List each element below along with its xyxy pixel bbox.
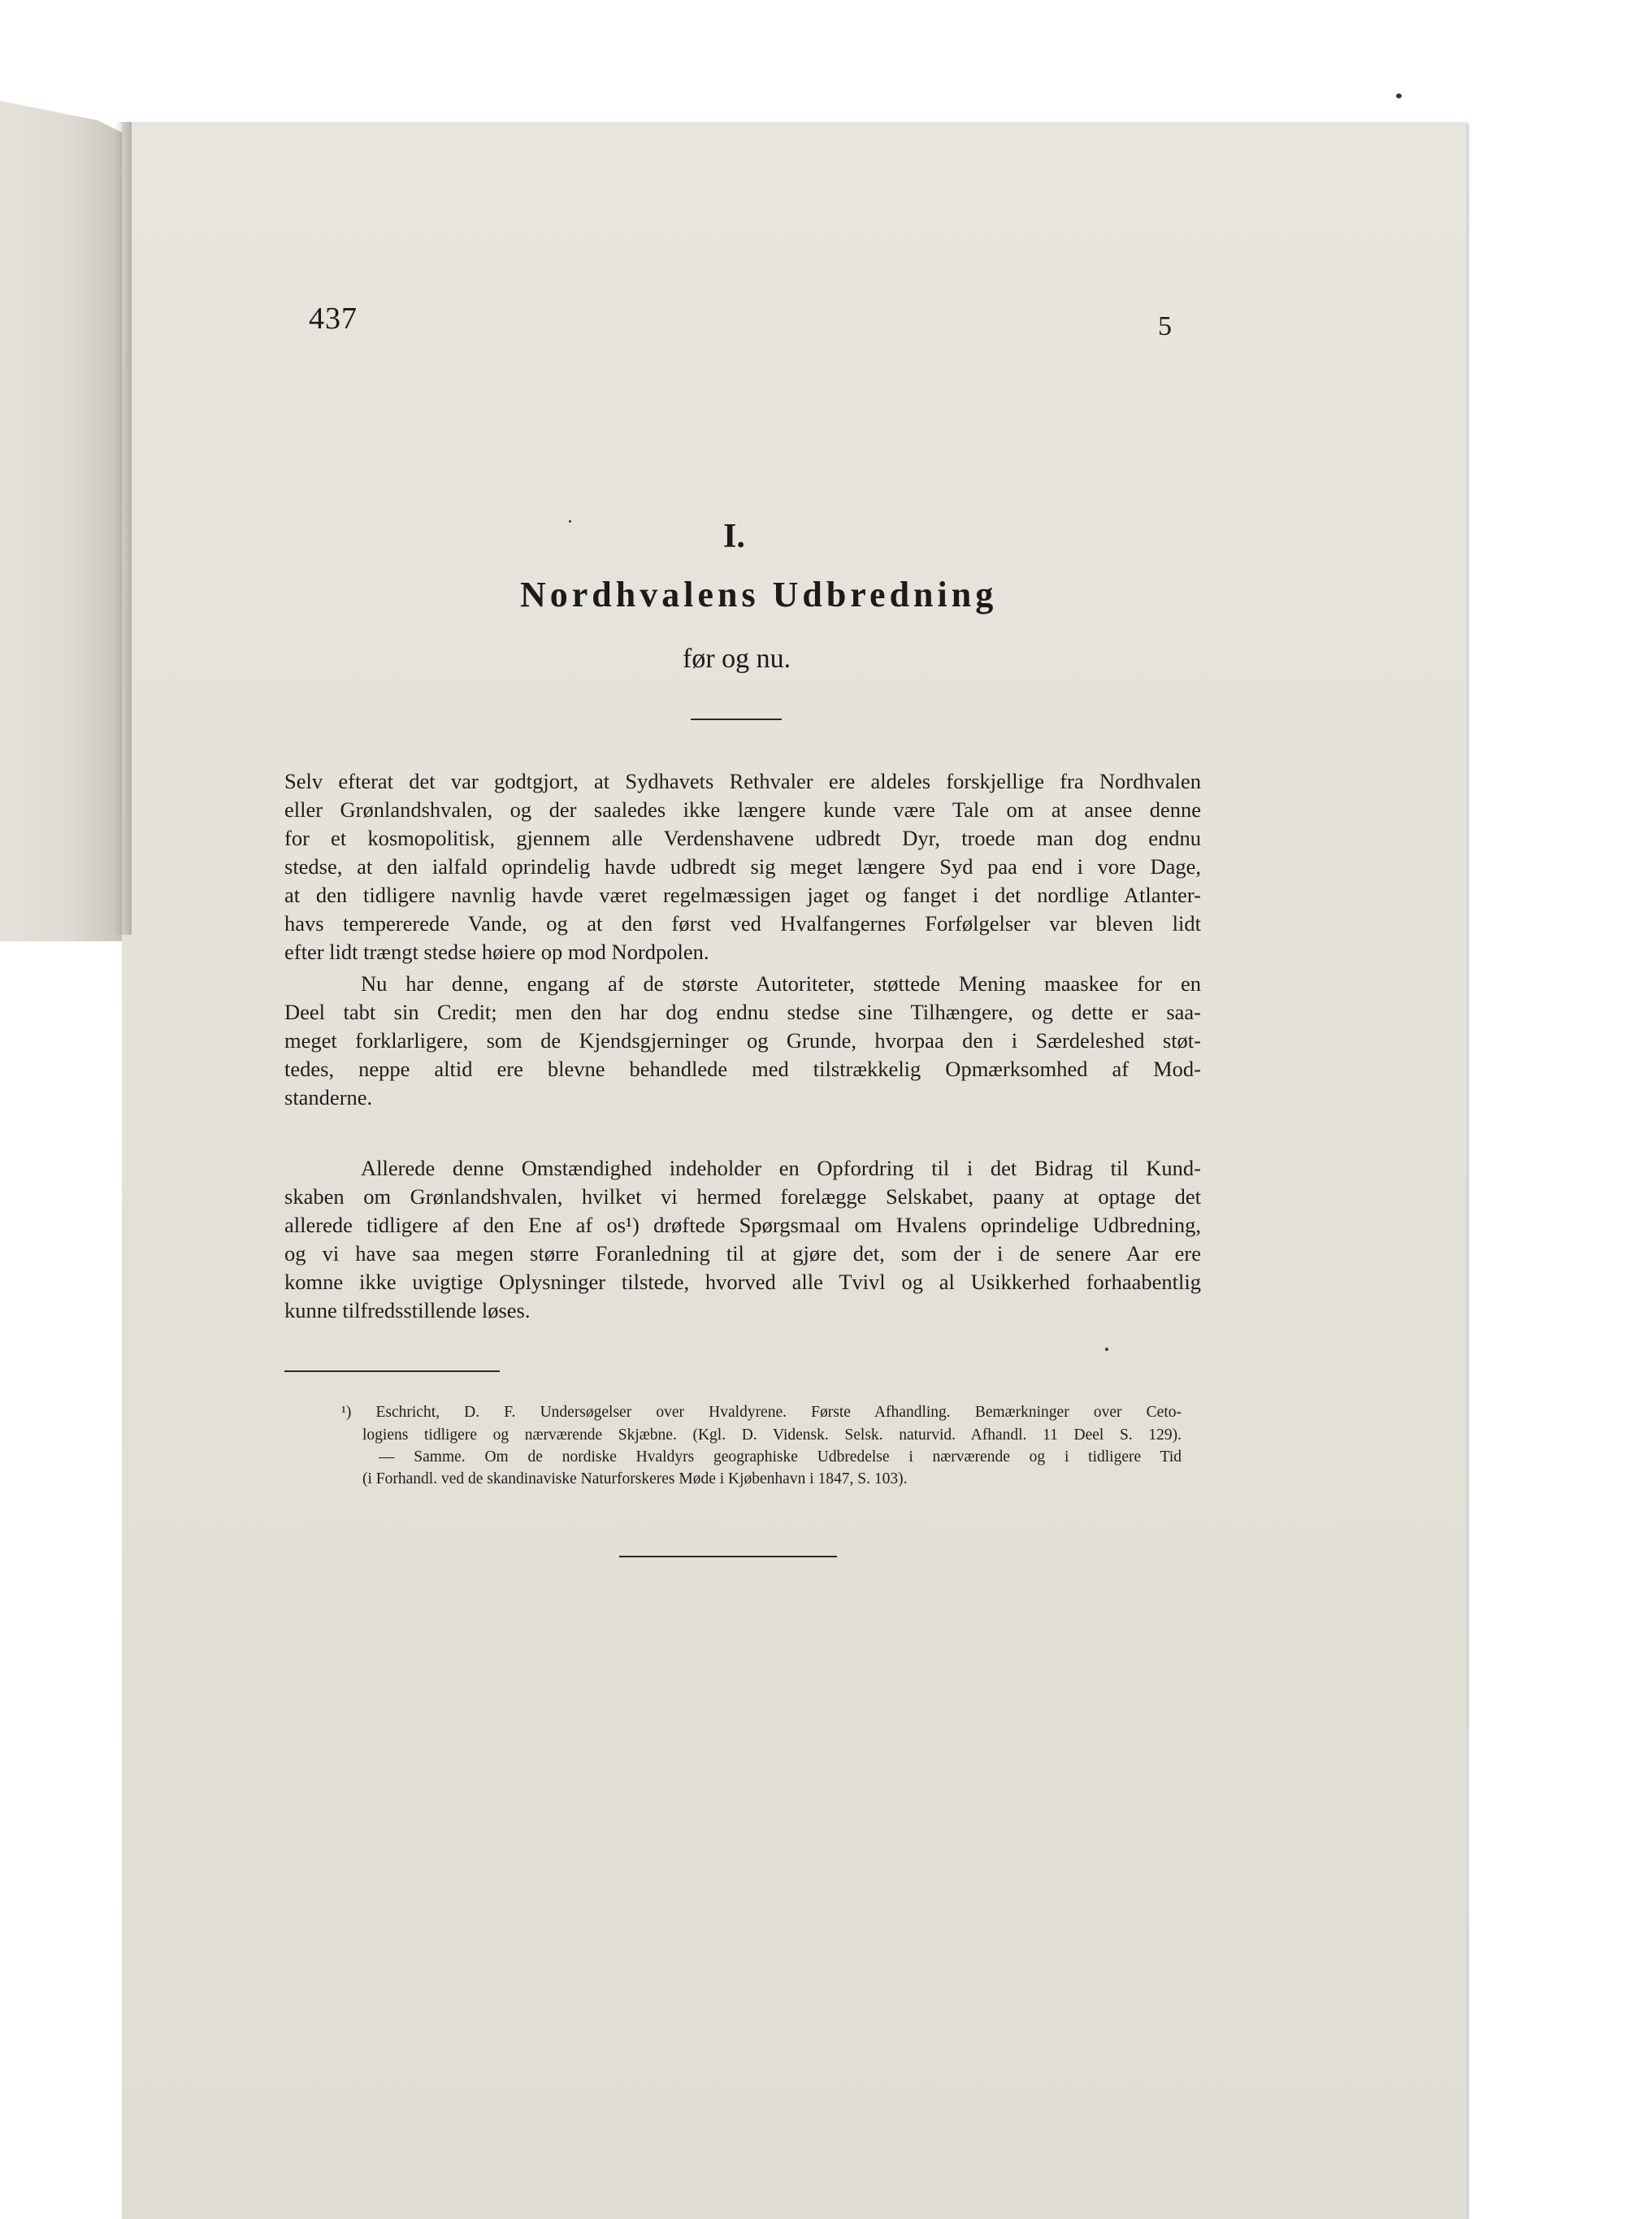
footnote-divider xyxy=(284,1370,500,1372)
footnote-line: — Samme. Om de nordiske Hvaldyrs geographiske Udbredelse i nærværende og i tidligere Tid xyxy=(379,1448,1182,1466)
end-divider xyxy=(619,1556,837,1557)
page-number-right: 5 xyxy=(1158,311,1172,341)
chapter-number: I. xyxy=(723,518,745,555)
body-line: Allerede denne Omstændighed indeholder en Opfordring til i det Bidrag til Kund- xyxy=(361,1156,1201,1180)
chapter-subtitle: før og nu. xyxy=(683,644,791,674)
body-line: kunne tilfredsstillende løses. xyxy=(284,1298,531,1322)
body-line: efter lidt trængt stedse høiere op mod Nordpolen. xyxy=(284,940,709,964)
body-line: Deel tabt sin Credit; men den har dog endnu stedse sine Tilhængere, og dette er saa- xyxy=(284,1000,1201,1024)
paper-speck xyxy=(569,520,571,523)
body-line: at den tidligere navnlig havde været regelmæssigen jaget og fanget i det nordlige Atlanter- xyxy=(284,883,1201,907)
body-line: Nu har denne, engang af de største Autoriteter, støttede Mening maaskee for en xyxy=(361,971,1201,996)
body-line: havs tempererede Vande, og at den først ved Hvalfangernes Forfølgelser var bleven lidt xyxy=(284,911,1201,936)
body-line: skaben om Grønlandshvalen, hvilket vi hermed forelægge Selskabet, paany at optage det xyxy=(284,1184,1201,1209)
gutter-shadow xyxy=(114,122,132,935)
footnote-line: logiens tidligere og nærværende Skjæbne. (Kgl. D. Vidensk. Selsk. naturvid. Afhandl. 11 Deel S. 129). xyxy=(362,1426,1182,1444)
paper-speck xyxy=(1105,1348,1108,1351)
body-line: standerne. xyxy=(284,1085,373,1110)
page-number-left: 437 xyxy=(309,302,358,336)
body-line: og vi have saa megen større Foranledning til at gjøre det, som der i de senere Aar ere xyxy=(284,1241,1201,1266)
body-line: komne ikke uvigtige Oplysninger tilstede, hvorved alle Tvivl og al Usikkerhed forhaabentlig xyxy=(284,1270,1201,1294)
body-line: tedes, neppe altid ere blevne behandlede med tilstrækkelig Opmærksomhed af Mod- xyxy=(284,1057,1201,1081)
footnote-line: ¹) Eschricht, D. F. Undersøgelser over Hvaldyrene. Første Afhandling. Bemærkninger over Ceto- xyxy=(341,1404,1182,1421)
title-divider xyxy=(691,719,782,720)
paper-speck xyxy=(1396,93,1402,98)
body-line: allerede tidligere af den Ene af os¹) drøftede Spørgsmaal om Hvalens oprindelige Udbredning, xyxy=(284,1213,1201,1237)
body-line: Selv efterat det var godtgjort, at Sydhavets Rethvaler ere aldeles forskjellige fra Nordhvalen xyxy=(284,769,1201,793)
body-line: meget forklarligere, som de Kjendsgjerninger og Grunde, hvorpaa den i Særdeleshed støt- xyxy=(284,1028,1201,1053)
body-line: eller Grønlandshvalen, og der saaledes ikke længere kunde være Tale om at ansee denne xyxy=(284,797,1201,822)
body-line: for et kosmopolitisk, gjennem alle Verdenshavene udbredt Dyr, troede man dog endnu xyxy=(284,826,1201,850)
chapter-title: Nordhvalens Udbredning xyxy=(520,575,998,614)
body-line: stedse, at den ialfald oprindelig havde udbredt sig meget længere Syd paa end i vore Dage, xyxy=(284,854,1201,879)
footnote-line: (i Forhandl. ved de skandinaviske Naturforskeres Møde i Kjøbenhavn i 1847, S. 103). xyxy=(362,1470,908,1487)
